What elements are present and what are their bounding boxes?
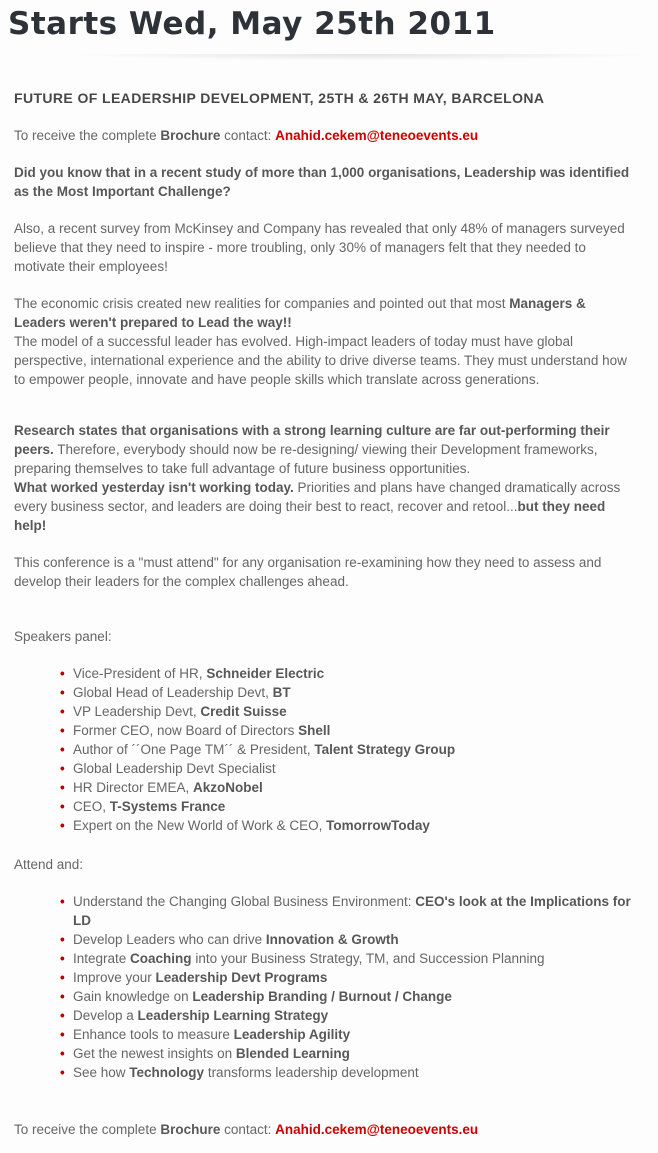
speaker-item: • Former CEO, now Board of Directors Shell <box>60 721 640 740</box>
bold-emphasis: Research states that organisations with a strong learning culture are far out-performing their peers. <box>14 423 610 457</box>
benefit-item: • Gain knowledge on Leadership Branding / Burnout / Change <box>60 987 640 1006</box>
brochure-word: Brochure <box>160 128 221 143</box>
speaker-item: • Global Head of Leadership Devt, BT <box>60 683 640 702</box>
speaker-item: • CEO, T-Systems France <box>60 797 640 816</box>
speaker-item: • Author of ´´One Page TM´´ & President, Talent Strategy Group <box>60 740 640 759</box>
brochure-contact-line <box>14 126 640 145</box>
speaker-item: • Expert on the New World of Work & CEO, TomorrowToday <box>60 816 640 835</box>
speakers-panel-label: Speakers panel: <box>14 629 112 644</box>
footer-brochure-contact-line <box>14 1120 640 1153</box>
event-heading: FUTURE OF LEADERSHIP DEVELOPMENT, 25TH & 26TH MAY, BARCELONA <box>14 90 545 106</box>
bold-emphasis: What worked yesterday isn't working today. <box>14 480 294 495</box>
paragraph-study: Did you know that in a recent study of more than 1,000 organisations, Leadership was identified as the Most Important Challenge? <box>14 165 630 199</box>
page-title: Starts Wed, May 25th 2011 <box>8 6 496 42</box>
bold-emphasis: but they need help! <box>14 499 606 533</box>
benefit-item: • Get the newest insights on Blended Learning <box>60 1044 640 1063</box>
brochure-word: Brochure <box>160 1122 221 1137</box>
benefit-item: • Enhance tools to measure Leadership Agility <box>60 1025 640 1044</box>
brochure-pre-text: To receive the complete <box>14 1122 161 1137</box>
email-link[interactable]: Anahid.cekem@teneoevents.eu <box>275 1122 479 1137</box>
paragraph-research: Research states that organisations with a strong learning culture are far out-performing their peers. Therefore, everybody should now be re-designing/ viewing their Development frameworks, preparing themselves to take full advantage of future business opportunities. What worked yesterday isn't working today. Priorities and plans have changed dramatically across every business sector, and leaders are doing their best to react, recover and retool...but they need help! <box>14 423 621 533</box>
bold-emphasis: Managers & Leaders weren't prepared to Lead the way!! <box>14 296 586 330</box>
benefit-item: • Develop a Leadership Learning Strategy <box>60 1006 640 1025</box>
speaker-item: • HR Director EMEA, AkzoNobel <box>60 778 640 797</box>
benefit-item: • Understand the Changing Global Business Environment: CEO's look at the Implications for LD <box>60 892 640 930</box>
attend-label: Attend and: <box>14 857 84 872</box>
speaker-item: • Vice-President of HR, Schneider Electric <box>60 664 640 683</box>
paragraph-survey: Also, a recent survey from McKinsey and Company has revealed that only 48% of managers surveyed believe that they need to inspire - more troubling, only 30% of managers felt that they needed to motivate their employees! <box>14 221 625 274</box>
paragraph-economic-crisis: The economic crisis created new realities for companies and pointed out that most Managers & Leaders weren't prepared to Lead the way!! The model of a successful leader has evolved. High-impact leaders of today must have global perspective, international experience and the ability to drive diverse teams. They must understand how to empower people, innovate and have people skills which translate across generations. <box>14 296 627 387</box>
speaker-item: • VP Leadership Devt, Credit Suisse <box>60 702 640 721</box>
brochure-mid-text: contact: <box>220 128 276 143</box>
speaker-item: • Global Leadership Devt Specialist <box>60 759 640 778</box>
paragraph-conference: This conference is a "must attend" for any organisation re-examining how they need to assess and develop their leaders for the complex challenges ahead. <box>14 555 602 589</box>
speakers-list <box>60 664 640 835</box>
header-divider <box>0 54 658 63</box>
benefit-item: • See how Technology transforms leadership development <box>60 1063 640 1082</box>
brochure-mid-text: contact: <box>220 1122 276 1137</box>
brochure-pre-text: To receive the complete <box>14 128 161 143</box>
attend-benefits-list <box>60 892 640 1082</box>
page-content <box>0 89 658 1153</box>
email-link[interactable]: Anahid.cekem@teneoevents.eu <box>275 128 479 143</box>
benefit-item: • Improve your Leadership Devt Programs <box>60 968 640 987</box>
page-header <box>0 0 658 42</box>
benefit-item: • Integrate Coaching into your Business Strategy, TM, and Succession Planning <box>60 949 640 968</box>
benefit-item: • Develop Leaders who can drive Innovation & Growth <box>60 930 640 949</box>
